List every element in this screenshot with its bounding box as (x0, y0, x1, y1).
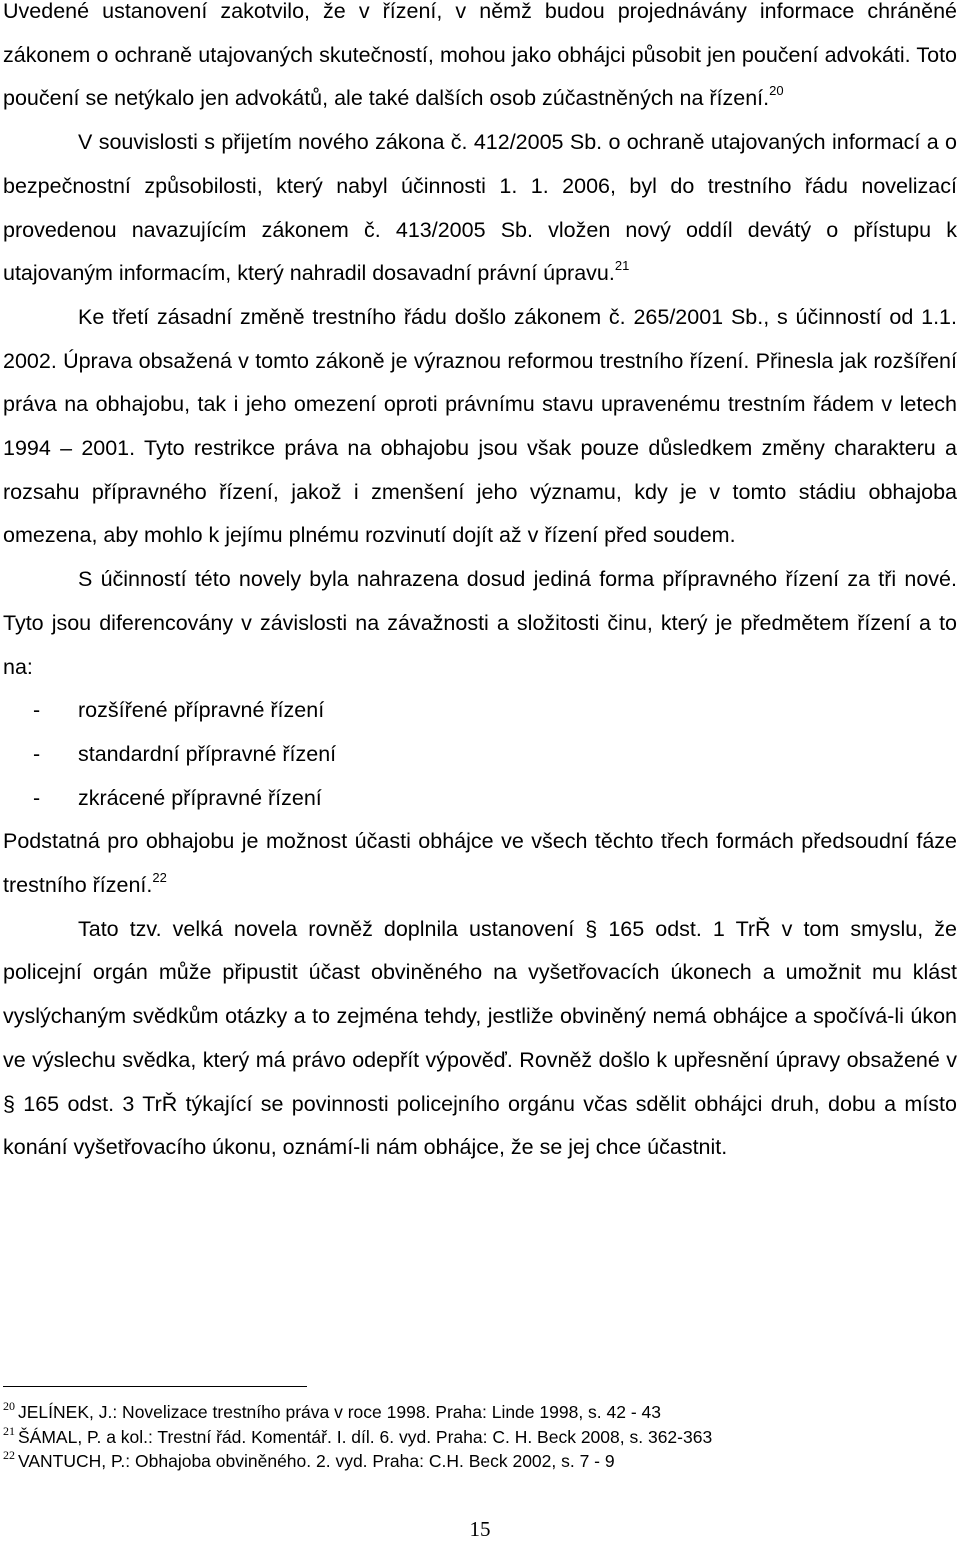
list-dash: - (33, 785, 41, 810)
footnote-number: 22 (3, 1448, 15, 1463)
paragraph (3, 0, 957, 121)
footnote-reference[interactable]: 20 (769, 83, 784, 99)
paragraph-text: Podstatná pro obhajobu je možnost účasti obhájce ve všech těchto třech formách předsoudní fáze trestního řízení. (3, 829, 957, 898)
list-item-text: standardní přípravné řízení (78, 741, 337, 766)
list-item (3, 777, 957, 821)
footnote-reference[interactable]: 22 (152, 869, 167, 885)
list-dash: - (33, 698, 41, 723)
paragraph-text: V souvislosti s přijetím nového zákona č. 412/2005 Sb. o ochraně utajovaných informací a o bezpečnostní způsobilosti, který nabyl účinnosti 1. 1. 2006, byl do trestního řádu novelizací provedenou navazujícím zákonem č. 413/2005 Sb. vložen nový oddíl devátý o přístupu k utajovaným informacím, který nahradil dosavadní právní úpravu. (3, 130, 957, 286)
list-item (3, 689, 957, 733)
footnote (3, 1400, 943, 1425)
footnote-text: JELÍNEK, J.: Novelizace trestního práva v roce 1998. Praha: Linde 1998, s. 42 - 43 (18, 1402, 661, 1422)
paragraph (3, 558, 957, 689)
paragraph (3, 121, 957, 296)
procedure-type-list (3, 689, 957, 820)
list-dash: - (33, 741, 41, 766)
paragraph (3, 296, 957, 558)
footnotes (3, 1400, 943, 1474)
paragraph (3, 820, 957, 907)
footnote (3, 1425, 943, 1450)
paragraph (3, 908, 957, 1170)
footnote-separator (3, 1386, 307, 1387)
footnote-number: 21 (3, 1423, 15, 1438)
list-item-text: zkrácené přípravné řízení (78, 785, 322, 810)
list-item (3, 733, 957, 777)
footnote (3, 1449, 943, 1474)
paragraph-text: S účinností této novely byla nahrazena dosud jediná forma přípravného řízení za tři nové. Tyto jsou diferencovány v závislosti na závažnosti a složitosti činu, který je předmětem řízení a to na: (3, 567, 957, 679)
main-text (3, 0, 957, 1170)
footnote-text: ŠÁMAL, P. a kol.: Trestní řád. Komentář. I. díl. 6. vyd. Praha: C. H. Beck 2008, s. 362-363 (18, 1426, 713, 1447)
footnote-text: VANTUCH, P.: Obhajoba obviněného. 2. vyd. Praha: C.H. Beck 2002, s. 7 - 9 (18, 1451, 615, 1471)
paragraph-text: Tato tzv. velká novela rovněž doplnila ustanovení § 165 odst. 1 TrŘ v tom smyslu, že policejní orgán může připustit účast obviněného na vyšetřovacích úkonech a umožnit mu klást vyslýchaným svědkům otázky a to zejména tehdy, jestliže obviněný nemá obhájce a spočívá-li úkon ve výslechu svědka, který má právo odepřít výpověď. Rovněž došlo k upřesnění úpravy obsažené v § 165 odst. 3 TrŘ týkající se povinnosti policejního orgánu včas sdělit obhájci druh, dobu a místo konání vyšetřovacího úkonu, oznámí-li nám obhájce, že se jej chce účastnit. (3, 916, 957, 1160)
paragraph-text: Uvedené ustanovení zakotvilo, že v řízení, v němž budou projednávány informace chráněné zákonem o ochraně utajovaných skutečností, mohou jako obhájci působit jen poučení advokáti. Toto poučení se netýkalo jen advokátů, ale také dalších osob zúčastněných na řízení. (3, 0, 957, 111)
list-item-text: rozšířené přípravné řízení (78, 698, 325, 723)
footnote-number: 20 (3, 1399, 15, 1414)
footnote-reference[interactable]: 21 (614, 258, 630, 274)
page-number: 15 (469, 1517, 491, 1541)
paragraph-text: Ke třetí zásadní změně trestního řádu došlo zákonem č. 265/2001 Sb., s účinností od 1.1. 2002. Úprava obsažená v tomto zákoně je výraznou reformou trestního řízení. Přinesla jak rozšíření práva na obhajobu, tak i jeho omezení oproti právnímu stavu upravenému trestním řádem v letech 1994 – 2001. Tyto restrikce práva na obhajobu jsou však pouze důsledkem změny charakteru a rozsahu přípravného řízení, jakož i zmenšení jeho významu, kdy je v tomto stádiu obhajoba omezena, aby mohlo k jejímu plnému rozvinutí dojít až v řízení před soudem. (3, 304, 957, 548)
